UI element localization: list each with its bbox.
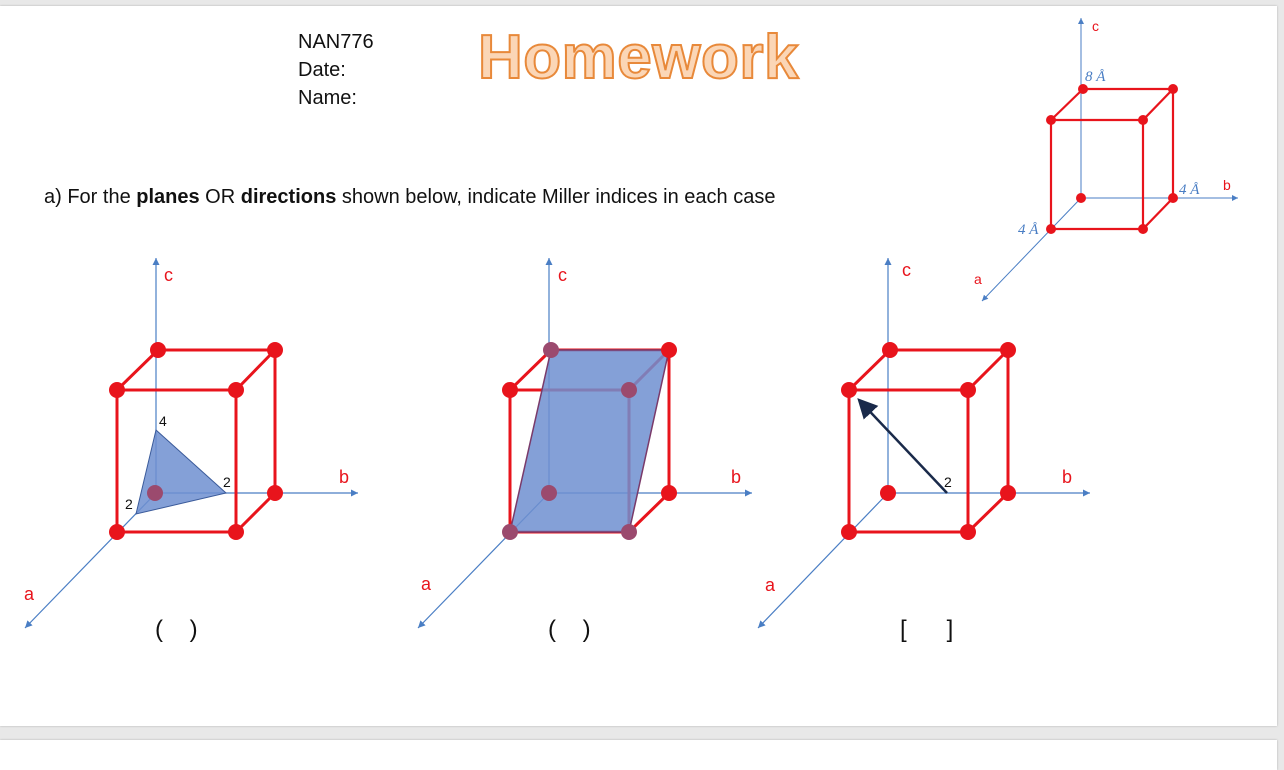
answer-blank-2[interactable]: ( ) xyxy=(548,616,591,643)
fig2-label-b: b xyxy=(731,467,742,487)
name-label: Name: xyxy=(298,87,357,109)
fig2-label-a: a xyxy=(421,574,432,594)
figure-3 xyxy=(758,258,1090,628)
fig2-label-c: c xyxy=(558,265,567,285)
fig3-cube-edges xyxy=(849,350,1008,532)
date-label: Date: xyxy=(298,59,346,81)
ref-axis-a xyxy=(982,198,1081,301)
fig3-axis-a xyxy=(758,493,888,628)
fig3-label-a: a xyxy=(765,575,776,595)
ref-label-b: b xyxy=(1223,177,1231,193)
ref-dim-c: 8 Å xyxy=(1085,69,1106,85)
fig1-plane xyxy=(136,430,226,514)
fig1-intercept-b: 2 xyxy=(223,474,231,490)
question-mid: OR xyxy=(199,186,241,208)
ref-dim-b: 4 Å xyxy=(1179,182,1200,198)
ref-cube-edges xyxy=(1051,89,1173,229)
reference-cell xyxy=(974,18,1238,301)
fig1-label-c: c xyxy=(164,265,173,285)
figure-2 xyxy=(418,258,752,628)
fig2-plane xyxy=(510,350,669,532)
fig1-label-a: a xyxy=(24,584,35,604)
course-code: NAN776 xyxy=(298,31,374,53)
fig3-direction-arrow xyxy=(859,400,947,493)
ref-label-a: a xyxy=(974,271,982,287)
ref-dim-a: 4 Å xyxy=(1018,222,1039,238)
fig1-label-b: b xyxy=(339,467,350,487)
answer-blank-1[interactable]: ( ) xyxy=(155,616,198,643)
fig1-intercept-c: 4 xyxy=(159,413,167,429)
fig3-label-b: b xyxy=(1062,467,1073,487)
question-bold-directions: directions xyxy=(240,186,337,208)
figure-1 xyxy=(24,258,358,628)
fig3-label-c: c xyxy=(902,260,911,280)
fig3-label-2: 2 xyxy=(944,474,952,490)
ref-label-c: c xyxy=(1092,18,1099,34)
question-suffix: shown below, indicate Miller indices in each case xyxy=(336,186,776,208)
fig1-intercept-a: 2 xyxy=(125,496,133,512)
question-bold-planes: planes xyxy=(136,186,200,208)
page-title: Homework xyxy=(478,23,799,92)
question-prefix: a) For the xyxy=(44,186,137,208)
fig1-origin-atom xyxy=(147,485,163,501)
answer-blank-3[interactable]: [ ] xyxy=(900,616,954,643)
